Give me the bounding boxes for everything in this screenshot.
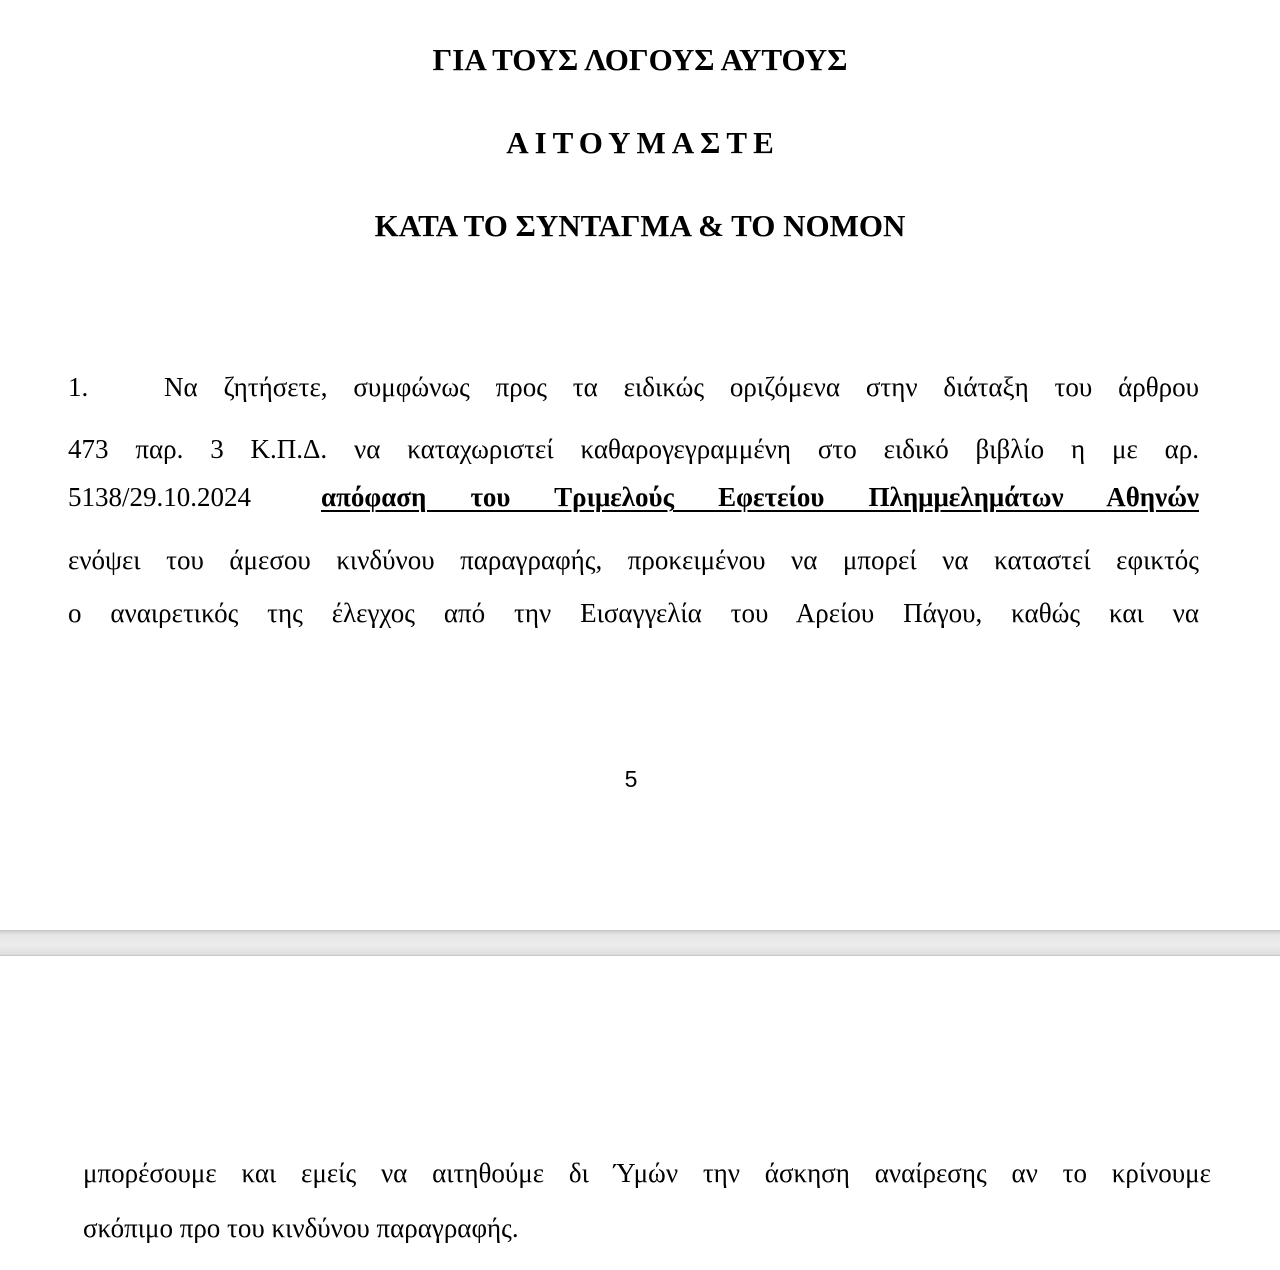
paragraph-line-5: ο αναιρετικός της έλεγχος από την Εισαγγελία του Αρείου Πάγου, καθώς και να	[68, 598, 1199, 628]
paragraph-line-2: 473 παρ. 3 Κ.Π.Δ. να καταχωριστεί καθαρογεγραμμένη στο ειδικό βιβλίο η με αρ.	[68, 434, 1199, 464]
heading-request: ΑΙΤΟΥΜΑΣΤΕ	[506, 125, 780, 160]
heading-constitution: ΚΑΤΑ ΤΟ ΣΥΝΤΑΓΜΑ & ΤΟ ΝΟΜΟΝ	[374, 208, 906, 243]
paragraph-line-1-text: Να ζητήσετε, συμφώνως προς τα ειδικώς οριζόμενα στην διάταξη του άρθρου	[164, 372, 1199, 402]
decision-number: 5138/29.10.2024	[68, 482, 252, 512]
page-separator	[0, 930, 1280, 956]
item-number: 1.	[68, 372, 89, 402]
heading-reasons: ΓΙΑ ΤΟΥΣ ΛΟΓΟΥΣ ΑΥΤΟΥΣ	[432, 42, 848, 77]
page-number: 5	[624, 766, 638, 792]
decision-title-emphasis: απόφαση του Τριμελούς Εφετείου Πλημμελημάτων Αθηνών	[321, 482, 1199, 512]
continuation-line-1: μπορέσουμε και εμείς να αιτηθούμε δι Ύμών την άσκηση αναίρεσης αν το κρίνουμε	[83, 1158, 1211, 1188]
continuation-line-2: σκόπιμο προ του κινδύνου παραγραφής.	[83, 1213, 519, 1243]
paragraph-line-4: ενόψει του άμεσου κινδύνου παραγραφής, προκειμένου να μπορεί να καταστεί εφικτός	[68, 545, 1199, 575]
